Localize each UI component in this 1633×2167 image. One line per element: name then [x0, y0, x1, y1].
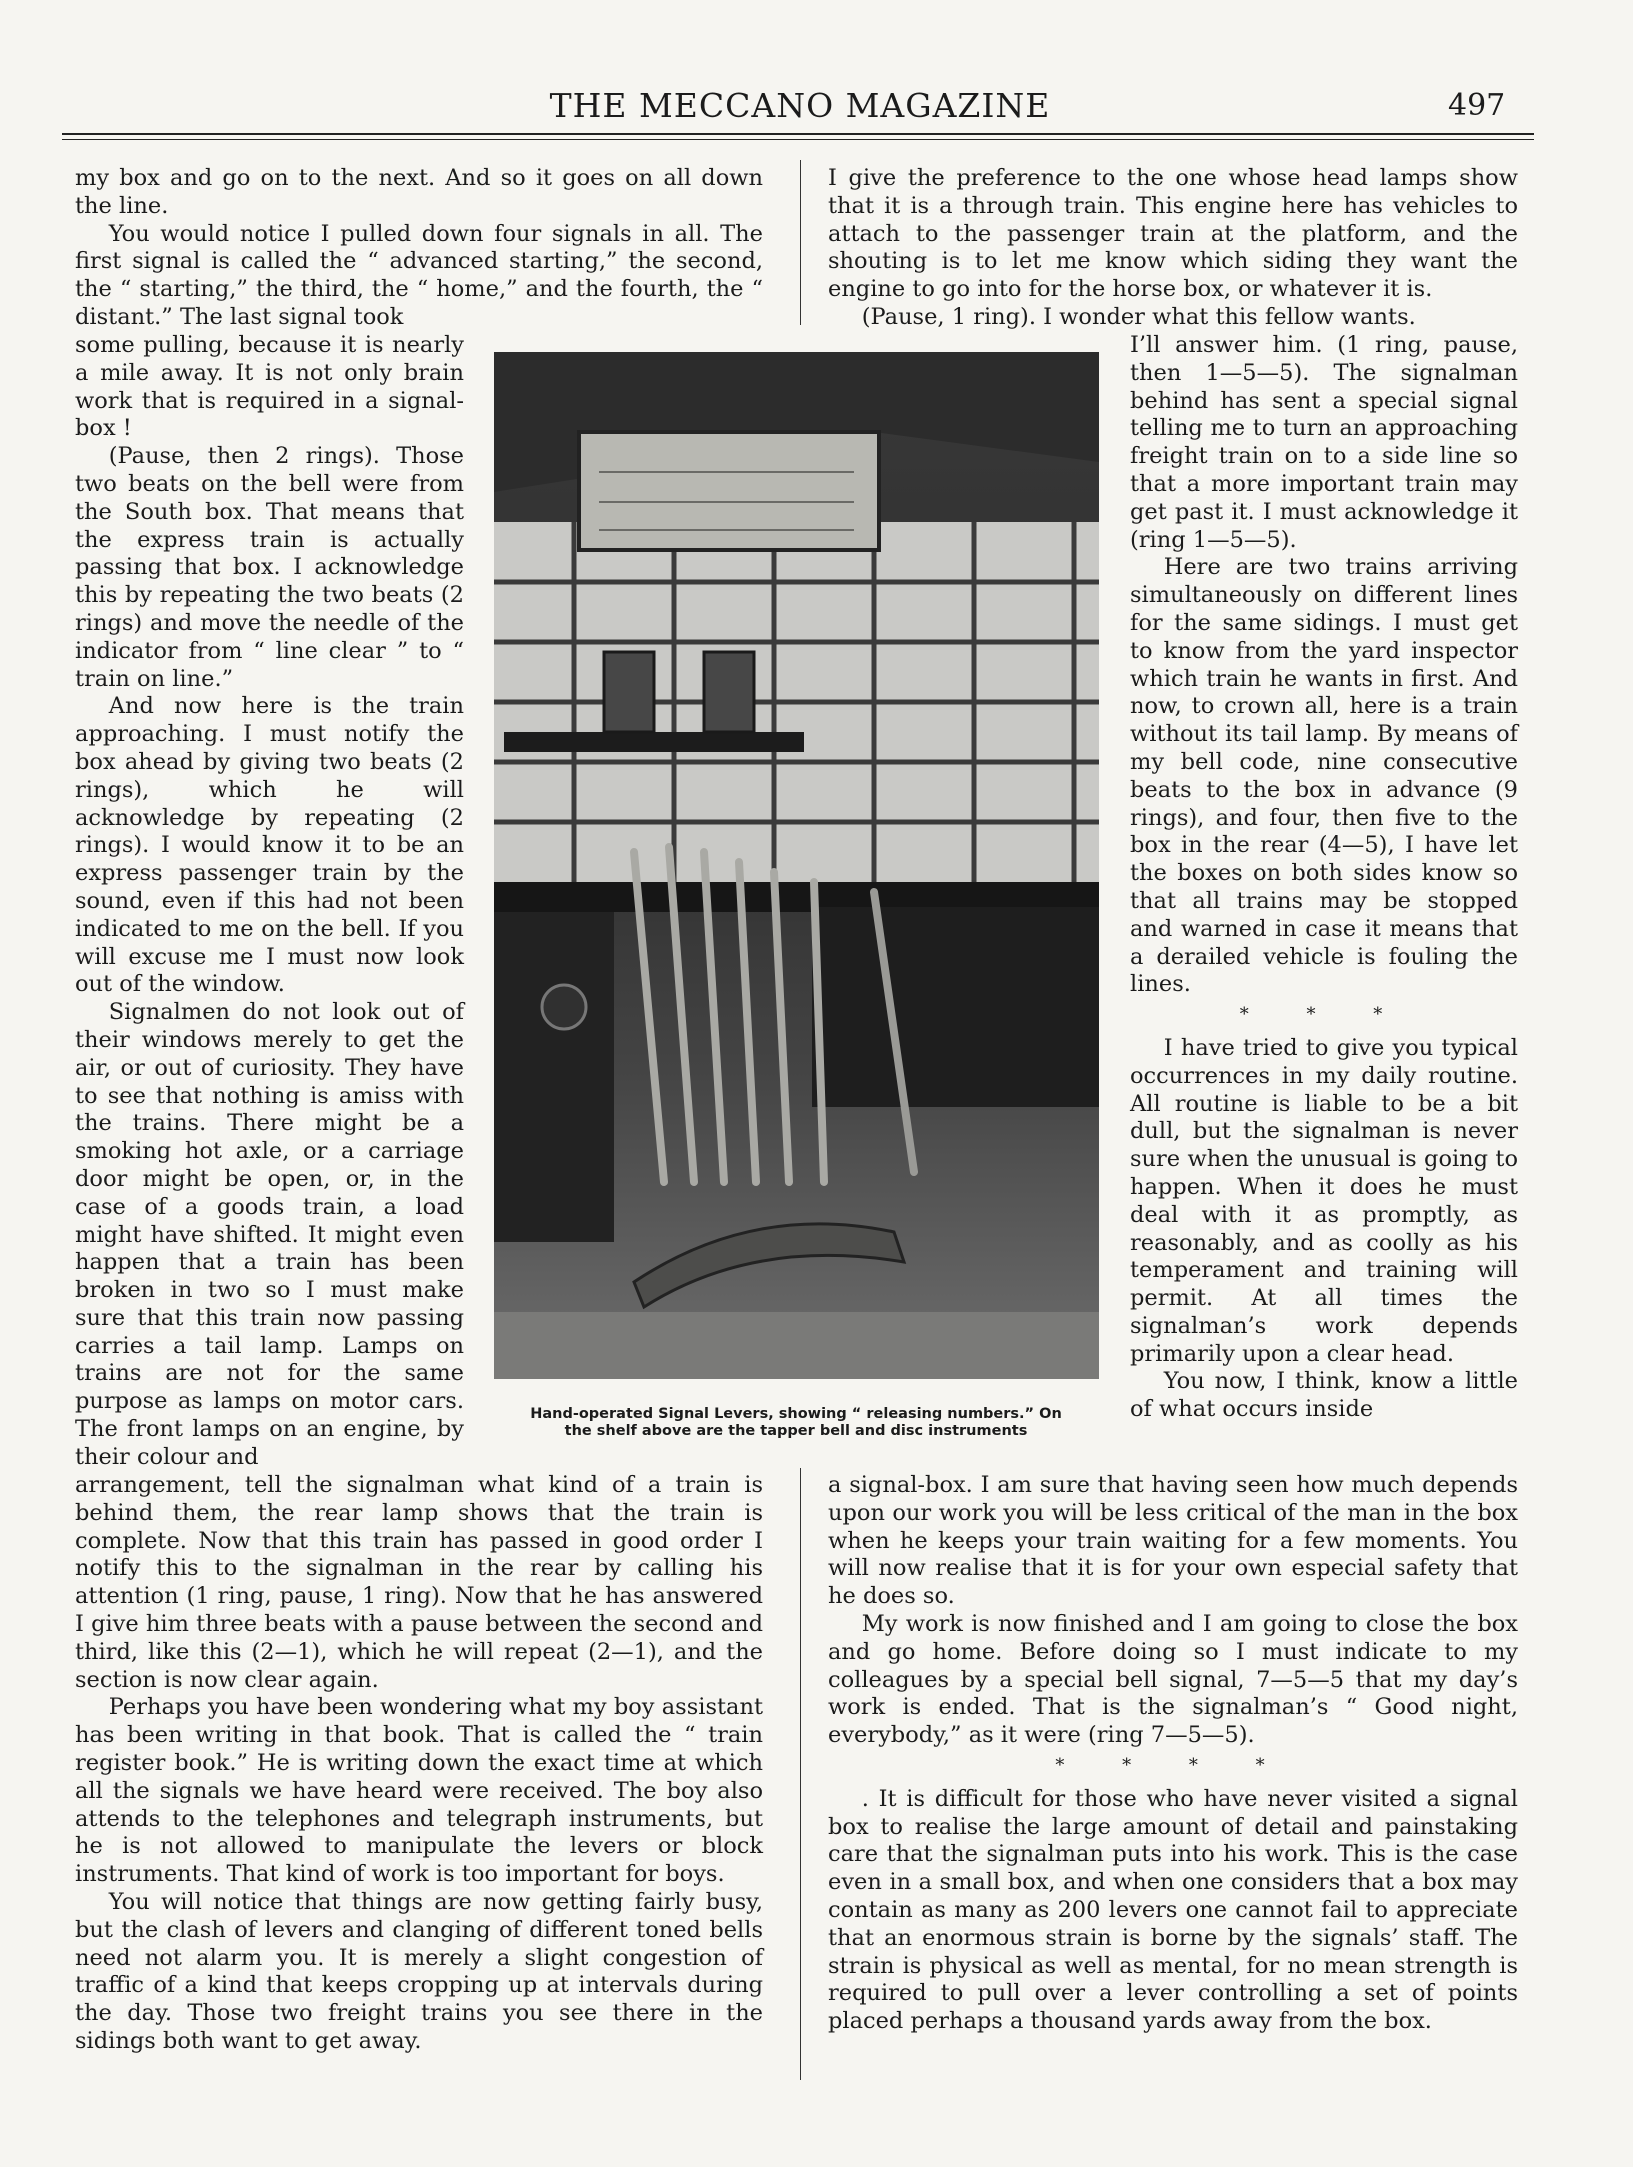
paragraph: My work is now finished and I am going to close the box and go home. Before doing so I must indicate to my colleagues by a special bell signal, 7—5—5 that my day’s work is ended. That is the signalman’s “ Good night, everybody,” as it were (ring 7—5—5). [828, 1610, 1518, 1749]
signal-lever-illustration [494, 352, 1099, 1379]
paragraph: You will notice that things are now getting fairly busy, but the clash of levers and clanging of different toned bells need not alarm you. It is merely a slight congestion of traffic of a kind that keeps cropping up at intervals during the day. Those two freight trains you see there in the sidings both want to get away. [75, 1888, 763, 2054]
paragraph: Signalmen do not look out of their windows merely to get the air, or out of curiosity. They have to see that nothing is amiss with the trains. There might be a smoking hot axle, or a carriage door might be open, or, in the case of a goods train, a load might have shifted. It might even happen that a train has been broken in two so I must make sure that this train now passing carries a tail lamp. Lamps on trains are not for the same purpose as lamps on motor cars. The front lamps on an engine, by their colour and [75, 999, 464, 1470]
paragraph: I give the preference to the one whose head lamps show that it is a through train. This engine here has vehicles to attach to the passenger train at the platform, and the shouting is to let me know which siding they want the engine to go into for the horse box, or whatever it is. [828, 165, 1518, 303]
page-title: THE MECCANO MAGAZINE [549, 86, 1051, 125]
paragraph: You now, I think, know a little of what occurs inside [1130, 1368, 1518, 1423]
left-column-top [75, 165, 763, 332]
page-number: 497 [1448, 88, 1506, 123]
section-break: * * * * [1055, 1754, 1291, 1776]
paragraph: I’ll answer him. (1 ring, pause, then 1—5—5). The signalman behind has sent a special signal telling me to turn an approaching freight train on to a side line so that a more important train may get past it. I must acknowledge it (ring 1—5—5). [1130, 332, 1518, 553]
paragraph: (Pause, then 2 rings). Those two beats on the bell were from the South box. That means that the express train is actually passing that box. I acknowledge this by repeating the two beats (2 rings) and move the needle of the indicator from “ line clear ” to “ train on line.” [75, 443, 464, 692]
paragraph: . It is difficult for those who have never visited a signal box to realise the large amount of detail and painstaking care that the signalman puts into his work. This is the case even in a small box, and when one considers that a box may contain as many as 200 levers one cannot fail to appreciate that an enormous strain is borne by the signals’ staff. The strain is physical as well as mental, for no mean strength is required to pull over a lever controlling a set of points placed perhaps a thousand yards away from the box. [828, 1785, 1518, 2035]
paragraph: my box and go on to the next. And so it goes on all down the line. [75, 165, 763, 219]
section-break: * * * [1239, 1004, 1409, 1026]
left-column-bottom [75, 1472, 763, 2056]
column-divider [800, 160, 801, 325]
paragraph: You would notice I pulled down four signals in all. The first signal is called the “ advanced starting,” the second, the “ starting,” the third, the “ home,” and the fourth, the “ distant.” The last signal took [75, 220, 763, 330]
paragraph: (Pause, 1 ring). I wonder what this fellow wants. [861, 303, 1416, 330]
paragraph: a signal-box. I am sure that having seen how much depends upon our work you will be less critical of the man in the box when he keeps your train waiting for a few moments. You will now realise that it is for your own especial safety that he does so. [828, 1472, 1518, 1610]
column-divider [800, 1468, 801, 2080]
paragraph: arrangement, tell the signalman what kind of a train is behind them, the rear lamp shows that the train is complete. Now that this train has passed in good order I notify this to the signalman in the rear by calling his attention (1 ring, pause, 1 ring). Now that he has answered I give him three beats with a pause between the second and third, like this (2—1), which he will repeat (2—1), and the section is now clear again. [75, 1472, 763, 1693]
header-rule [62, 133, 1534, 135]
caption-line: the shelf above are the tapper bell and disc instruments [564, 1423, 1028, 1439]
paragraph: Perhaps you have been wondering what my boy assistant has been writing in that book. That is called the “ train register book.” He is writing down the exact time at which all the signals we have heard were received. The boy also attends to the telephones and telegraph instruments, but he is not allowed to manipulate the levers or block instruments. That kind of work is too important for boys. [75, 1694, 763, 1888]
header-rule-thin [62, 139, 1534, 140]
paragraph: And now here is the train approaching. I must notify the box ahead by giving two beats (2 rings), which he will acknowledge by repeating (2 rings). I would know it to be an express passenger train by the sound, even if this had not been indicated to me on the bell. If you will excuse me I must now look out of the window. [75, 693, 464, 998]
paragraph: Here are two trains arriving simultaneously on different lines for the same sidings. I must get to know from the yard inspector which train he wants in first. And now, to crown all, here is a train without its tail lamp. By means of my bell code, nine consecutive beats to the box in advance (9 rings), and four, then five to the box in the rear (4—5), I have let the boxes on both sides know so that all trains may be stopped and warned in case it means that a derailed vehicle is fouling the lines. [1130, 554, 1518, 998]
right-column-bottom [828, 1472, 1518, 2036]
caption-line: Hand-operated Signal Levers, showing “ releasing numbers.” On [530, 1406, 1062, 1422]
signal-lever-photo [494, 352, 1099, 1379]
photo-caption [476, 1406, 1116, 1440]
right-column-top [828, 165, 1518, 332]
left-column-narrow [75, 332, 464, 1472]
right-column-narrow [1130, 332, 1518, 1424]
paragraph: I have tried to give you typical occurrences in my daily routine. All routine is liable to be a bit dull, but the signalman is never sure when the unusual is going to happen. When it does he must deal with it as promptly, as reasonably, and as coolly as his temperament and training will permit. At all times the signalman’s work depends primarily upon a clear head. [1130, 1034, 1518, 1367]
paragraph: some pulling, because it is nearly a mile away. It is not only brain work that is required in a signal-box ! [75, 332, 464, 442]
